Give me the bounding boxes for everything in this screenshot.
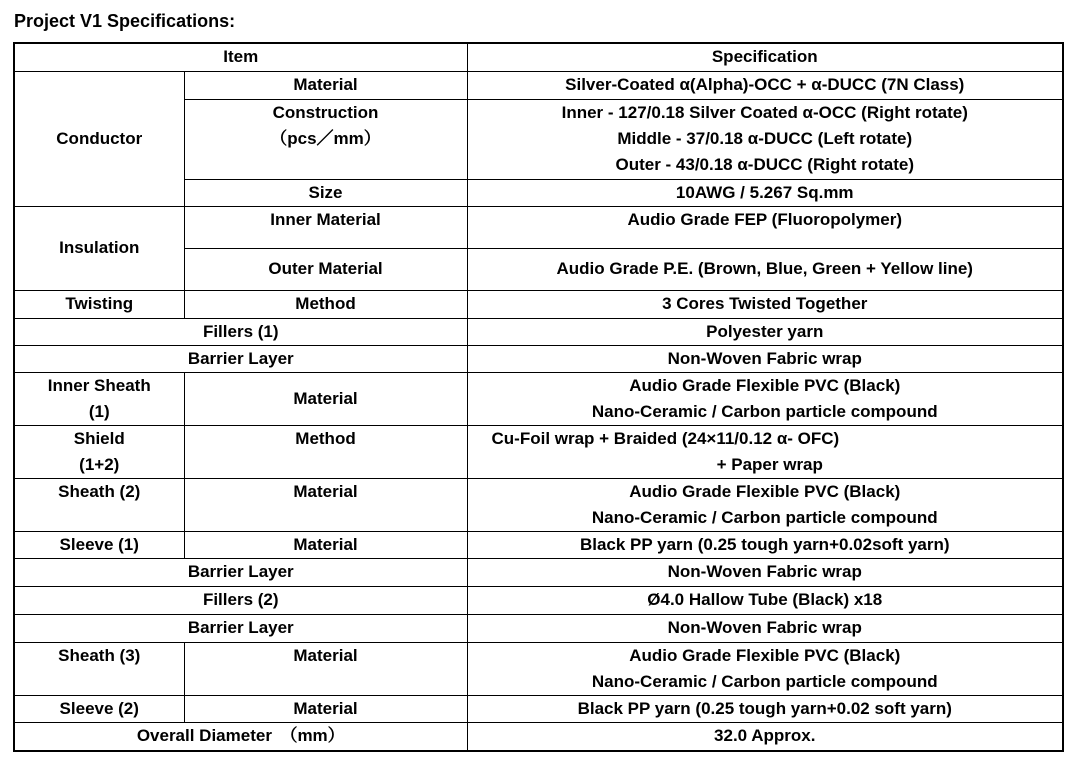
inner-sheath-number: (1) bbox=[88, 401, 110, 421]
row-value: Audio Grade P.E. (Brown, Blue, Green + Yellow line) bbox=[467, 248, 1063, 290]
row-value: Non-Woven Fabric wrap bbox=[467, 345, 1063, 372]
construction-inner: Inner - 127/0.18 Silver Coated α-OCC (Right rotate) bbox=[561, 103, 968, 122]
shield-value-2: + Paper wrap bbox=[716, 454, 823, 474]
table-row bbox=[14, 586, 1063, 614]
row-label: Material bbox=[184, 478, 467, 531]
row-label: Material bbox=[184, 695, 467, 722]
row-group-sleeve-2: Sleeve (2) bbox=[14, 695, 184, 722]
row-label bbox=[184, 99, 467, 179]
table-row bbox=[14, 558, 1063, 586]
row-group-inner-sheath bbox=[14, 372, 184, 425]
row-value bbox=[467, 478, 1063, 531]
table-row bbox=[14, 614, 1063, 642]
table-row bbox=[14, 722, 1063, 751]
table-row bbox=[14, 478, 1063, 531]
sheath-3-value-1: Audio Grade Flexible PVC (Black) bbox=[629, 645, 901, 665]
row-value: 10AWG / 5.267 Sq.mm bbox=[467, 179, 1063, 206]
row-label: Material bbox=[184, 71, 467, 99]
row-label: Inner Material bbox=[184, 206, 467, 248]
row-value: Audio Grade FEP (Fluoropolymer) bbox=[467, 206, 1063, 248]
row-label: Outer Material bbox=[184, 248, 467, 290]
table-row bbox=[14, 425, 1063, 478]
header-specification: Specification bbox=[467, 43, 1063, 71]
construction-middle: Middle - 37/0.18 α-DUCC (Left rotate) bbox=[617, 129, 913, 148]
inner-sheath-value-1: Audio Grade Flexible PVC (Black) bbox=[629, 375, 901, 395]
row-value: Silver-Coated α(Alpha)-OCC + α-DUCC (7N Class) bbox=[467, 71, 1063, 99]
row-label: Barrier Layer bbox=[14, 614, 467, 642]
row-group-sheath-2: Sheath (2) bbox=[14, 478, 184, 531]
row-label: Material bbox=[184, 642, 467, 695]
row-group-sheath-3: Sheath (3) bbox=[14, 642, 184, 695]
row-value bbox=[467, 642, 1063, 695]
inner-sheath-label: Inner Sheath bbox=[47, 375, 151, 395]
header-item: Item bbox=[14, 43, 467, 71]
row-label: Barrier Layer bbox=[14, 558, 467, 586]
shield-number: (1+2) bbox=[79, 454, 120, 474]
construction-unit: （pcs／mm） bbox=[270, 128, 381, 148]
row-value: 3 Cores Twisted Together bbox=[467, 290, 1063, 318]
row-group-insulation: Insulation bbox=[14, 206, 184, 290]
table-row bbox=[14, 531, 1063, 558]
sheath-3-value-2: Nano-Ceramic / Carbon particle compound bbox=[591, 671, 938, 691]
row-value: Black PP yarn (0.25 tough yarn+0.02soft yarn) bbox=[467, 531, 1063, 558]
row-group-shield bbox=[14, 425, 184, 478]
page-title: Project V1 Specifications: bbox=[14, 11, 236, 31]
row-label: Fillers (1) bbox=[14, 318, 467, 345]
row-group-twisting: Twisting bbox=[14, 290, 184, 318]
table-row bbox=[14, 206, 1063, 248]
row-label: Material bbox=[184, 372, 467, 425]
row-value: Ø4.0 Hallow Tube (Black) x18 bbox=[467, 586, 1063, 614]
table-row bbox=[14, 695, 1063, 722]
shield-label: Shield bbox=[73, 428, 125, 448]
table-header-row bbox=[14, 43, 1063, 71]
row-value: Non-Woven Fabric wrap bbox=[467, 614, 1063, 642]
row-group-sleeve-1: Sleeve (1) bbox=[14, 531, 184, 558]
table-row bbox=[14, 345, 1063, 372]
row-value bbox=[467, 99, 1063, 179]
row-value bbox=[467, 425, 1063, 478]
row-label: Method bbox=[184, 290, 467, 318]
table-row bbox=[14, 318, 1063, 345]
row-label: Method bbox=[184, 425, 467, 478]
shield-value-1: Cu-Foil wrap + Braided (24×11/0.12 α- OFC) bbox=[491, 428, 840, 448]
table-row bbox=[14, 290, 1063, 318]
construction-label: Construction bbox=[272, 102, 379, 122]
row-label: Fillers (2) bbox=[14, 586, 467, 614]
table-row bbox=[14, 372, 1063, 425]
row-group-conductor: Conductor bbox=[14, 71, 184, 206]
construction-outer: Outer - 43/0.18 α-DUCC (Right rotate) bbox=[615, 155, 915, 174]
table-row bbox=[14, 642, 1063, 695]
row-value: 32.0 Approx. bbox=[467, 722, 1063, 751]
row-label: Material bbox=[184, 531, 467, 558]
row-label: Overall Diameter （mm） bbox=[14, 722, 467, 751]
row-label: Size bbox=[184, 179, 467, 206]
row-value bbox=[467, 372, 1063, 425]
row-value: Polyester yarn bbox=[467, 318, 1063, 345]
specifications-table bbox=[13, 42, 1064, 752]
row-value: Non-Woven Fabric wrap bbox=[467, 558, 1063, 586]
sheath-2-value-2: Nano-Ceramic / Carbon particle compound bbox=[591, 507, 938, 527]
sheath-2-value-1: Audio Grade Flexible PVC (Black) bbox=[629, 481, 901, 501]
row-label: Barrier Layer bbox=[14, 345, 467, 372]
inner-sheath-value-2: Nano-Ceramic / Carbon particle compound bbox=[591, 401, 938, 421]
row-value: Black PP yarn (0.25 tough yarn+0.02 soft yarn) bbox=[467, 695, 1063, 722]
table-row bbox=[14, 71, 1063, 99]
